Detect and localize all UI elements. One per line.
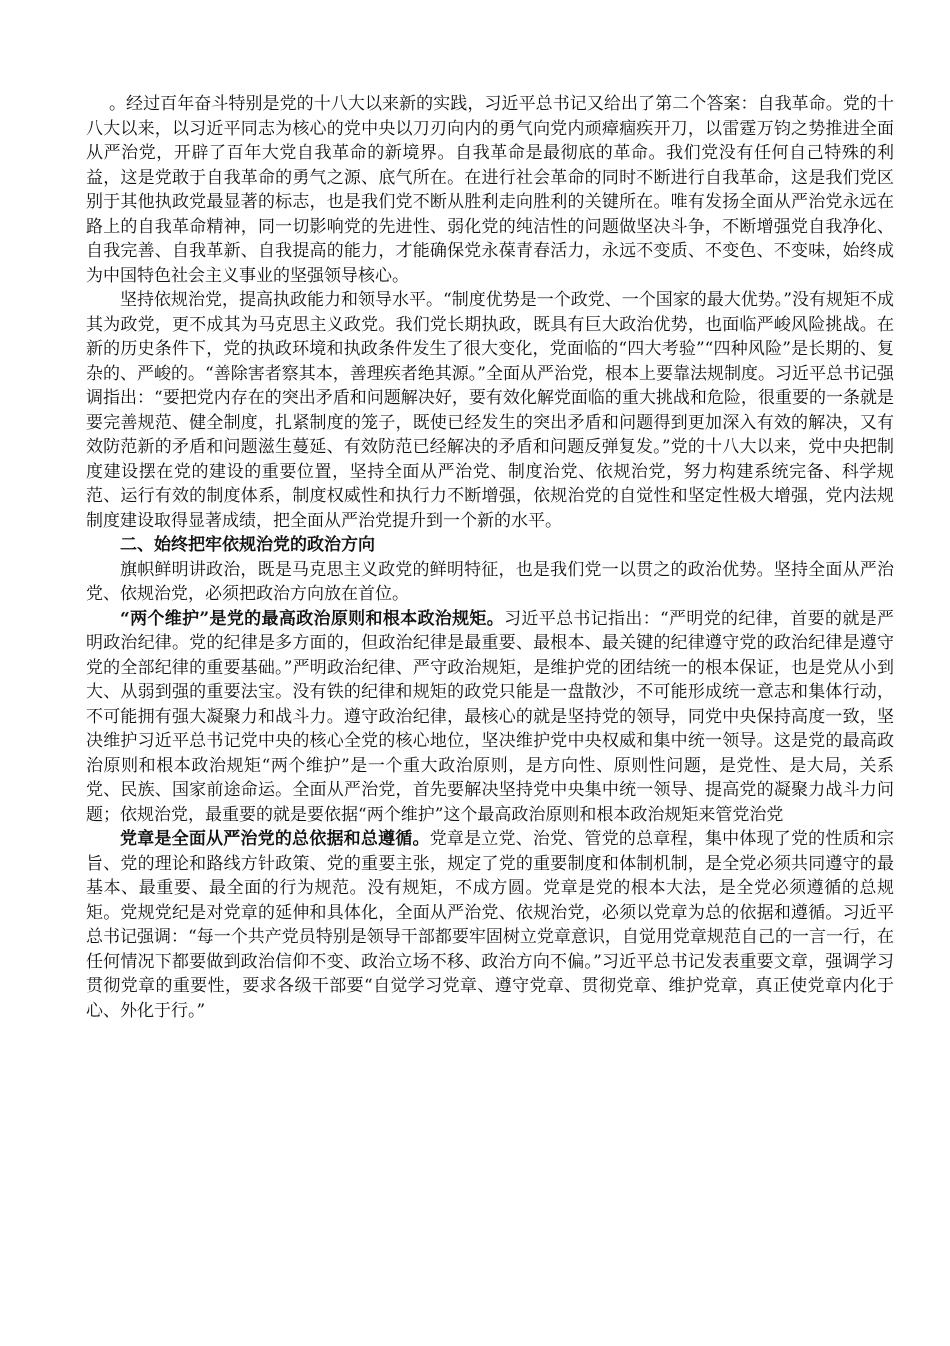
document-page: [86, 92, 894, 1023]
paragraph-lead-sentence: “两个维护”是党的最高政治原则和根本政治规矩。: [120, 608, 505, 629]
paragraph-text: 。经过百年奋斗特别是党的十八大以来新的实践，习近平总书记又给出了第二个答案：自我革命。党的十八大以来，以习近平同志为核心的党中央以刀刃向内的勇气向党内顽瘴痼疾开刀，以雷霆万钧之势推进全面从严治党，开辟了百年大党自我革命的新境界。自我革命是最彻底的革命。我们党没有任何自己特殊的利益，这是党敢于自我革命的勇气之源、底气所在。在进行社会革命的同时不断进行自我革命，这是我们党区别于其他执政党最显著的标志，也是我们党不断从胜利走向胜利的关键所在。唯有发扬全面从严治党永远在路上的自我革命精神，同一切影响党的先进性、弱化党的纯洁性的问题做坚决斗争，不断增强党自我净化、自我完善、自我革新、自我提高的能力，才能确保党永葆青春活力，永远不变质、不变色、不变味，始终成为中国特色社会主义事业的坚强领导核心。: [86, 94, 894, 286]
paragraph-text: 习近平总书记指出：“严明党的纪律，首要的就是严明政治纪律。党的纪律是多方面的，但政治纪律是最重要、最根本、最关键的纪律遵守党的政治纪律是遵守党的全部纪律的重要基础。”严明政治纪律、严守政治规矩，是维护党的团结统一的根本保证，也是党从小到大、从弱到强的重要法宝。没有铁的纪律和规矩的政党只能是一盘散沙，不可能形成统一意志和集体行动，不可能拥有强大凝聚力和战斗力。遵守政治纪律，最核心的就是坚持党的领导，同党中央保持高度一致，坚决维护习近平总书记党中央的核心全党的核心地位，坚决维护党中央权威和集中统一领导。这是党的最高政治原则和根本政治规矩“两个维护”是一个重大政治原则，是方向性、原则性问题，是党性、是大局，关系党、民族、国家前途命运。全面从严治党，首先要解决坚持党中央集中统一领导、提高党的凝聚力战斗力问题；依规治党，最重要的就是要依据“两个维护”这个最高政治原则和根本政治规矩来管党治党: [86, 608, 894, 825]
paragraph-party-constitution: [86, 827, 894, 1023]
paragraph-text: 旗帜鲜明讲政治，既是马克思主义政党的鲜明特征，也是我们党一以贯之的政治优势。坚持全面从严治党、依规治党，必须把政治方向放在首位。: [86, 559, 894, 604]
paragraph-lead-sentence: 党章是全面从严治党的总依据和总遵循。: [120, 829, 430, 849]
section-heading: [86, 533, 894, 558]
paragraph-two-safeguards: [86, 607, 894, 828]
paragraph-text: 党章是立党、治党、管党的总章程，集中体现了党的性质和宗旨、党的理论和路线方针政策、党的重要主张，规定了党的重要制度和体制机制，是全党必须共同遵守的最基本、最重要、最全面的行为规范。没有规矩，不成方圆。党章是党的根本大法，是全党必须遵循的总规矩。党规党纪是对党章的延伸和具体化，全面从严治党、依规治党，必须以党章为总的依据和遵循。习近平总书记强调：“每一个共产党员特别是领导干部都要牢固树立党章意识，自觉用党章规范自己的一言一行，在任何情况下都要做到政治信仰不变、政治立场不移、政治方向不偏。”习近平总书记发表重要文章，强调学习贯彻党章的重要性，要求各级干部要“自觉学习党章、遵守党章、贯彻党章、维护党章，真正使党章内化于心、外化于行。”: [86, 829, 895, 1021]
section-heading-text: 二、始终把牢依规治党的政治方向: [120, 535, 375, 555]
paragraph-text: 坚持依规治党，提高执政能力和领导水平。“制度优势是一个政党、一个国家的最大优势。”没有规矩不成其为政党，更不成其为马克思主义政党。我们党长期执政，既具有巨大政治优势，也面临严峻风险挑战。在新的历史条件下，党的执政环境和执政条件发生了很大变化，党面临的“四大考验”“四种风险”是长期的、复杂的、严峻的。“善除害者察其本，善理疾者绝其源。”全面从严治党，根本上要靠法规制度。习近平总书记强调指出：“要把党内存在的突出矛盾和问题解决好，要有效化解党面临的重大挑战和危险，很重要的一条就是要完善规范、健全制度，扎紧制度的笼子，既使已经发生的突出矛盾和问题得到更加深入有效的解决，又有效防范新的矛盾和问题滋生蔓延、有效防范已经解决的矛盾和问题反弹复发。”党的十八大以来，党中央把制度建设摆在党的建设的重要位置，坚持全面从严治党、制度治党、依规治党，努力构建系统完备、科学规范、运行有效的制度体系，制度权威性和执行力不断增强，依规治党的自觉性和坚定性极大增强，党内法规制度建设取得显著成绩，把全面从严治党提升到一个新的水平。: [86, 290, 894, 531]
paragraph-self-revolution: [86, 92, 894, 288]
paragraph-political-direction: [86, 558, 894, 607]
paragraph-rule-based-governance: [86, 288, 894, 533]
